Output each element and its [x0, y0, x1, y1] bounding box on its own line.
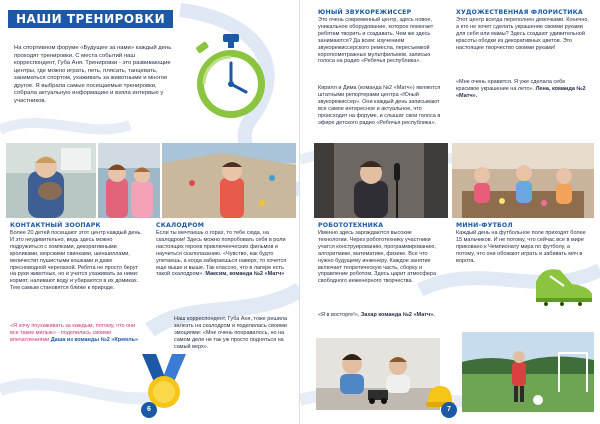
zoo-author: Даша из команды №2 «Кремль» — [50, 336, 139, 343]
sound-text-2: Кирилл и Дима (команда №2 «Матч») являются штатными репортерами центра «Юный звукорежиссер». Они каждый день записывают все самое интересное и актуальное, что происходит на форуме, и слышат свои голоса в эфире детского радио «Ребячья республика». — [318, 85, 441, 126]
photo-climbing-wall — [162, 143, 296, 218]
stopwatch-icon — [190, 30, 272, 127]
photo-floristry — [452, 143, 594, 218]
zoo-quote-block — [10, 323, 140, 344]
right-page — [300, 0, 600, 424]
photo-climbing-girls — [98, 143, 160, 218]
photo-zoo — [6, 143, 96, 218]
photo-football — [462, 332, 594, 412]
robo-author: Захар команда №2 «Матч». — [360, 312, 435, 318]
robo-text-1: Именно здесь зарождаются высокие технологии. Через робототехнику участники учатся конструированию, программированию, алгоритмике, математике, физике. Все что нужно будущему инженеру. Каждое занятие включает теоретическую часть, сборку и управление роботом. Здесь царит атмосфера свободного инженерного творчества. — [318, 230, 437, 285]
flora-title: ХУДОЖЕСТВЕННАЯ ФЛОРИСТИКА — [456, 9, 583, 16]
right-page-number: 7 — [441, 402, 457, 418]
climbing-text: Если ты мечтаешь о горах, то тебе сюда, на скалодром! Здесь можно попробовать себя в роли настоящих героев приключенческих фильмов и научиться скалолазанию. «Чувство, как будто улетаешь, а когда забираешься наверх, то хочется еще выше и выше. Так классно, что в лагере есть такой скалодром». — [156, 230, 287, 278]
robo-quote: «Я в восторге!», — [318, 312, 360, 318]
flora-quote-block — [456, 79, 590, 100]
climbing-author: Максим, команда №2 «Матч» — [205, 271, 285, 278]
climbing-text-2: Наш корреспондент, Губа Аня, тоже решила залезть на скалодром и поделилась своими эмоциями: «Мне очень понравилось, но на самом деле не так уж просто подняться на самый верх». — [174, 316, 288, 350]
left-page-number: 6 — [141, 402, 157, 418]
flora-quote: «Мне очень нравится. Я уже сделала себе красивое украшение на лето». — [456, 79, 566, 92]
photo-robotics — [316, 338, 440, 410]
flora-author: Лена, команда №2 «Матч». — [456, 85, 586, 99]
page-title-box — [8, 10, 173, 28]
sound-title: ЮНЫЙ ЗВУКОРЕЖИССЕР — [318, 9, 412, 16]
climbing-title: СКАЛОДРОМ — [156, 222, 205, 229]
football-title: МИНИ-ФУТБОЛ — [456, 222, 513, 229]
climbing-text-block — [156, 230, 290, 278]
robo-quote-block — [318, 312, 442, 319]
page-title: НАШИ ТРЕНИРОВКИ — [16, 12, 166, 26]
sound-text-1: Это очень современный центр, здесь новое, уникальное оборудование, которое помогает ребятам творить и создавать. Чем же здесь занимаются? Да всем: изучением звукорежиссерского ремесла, пересъемкой короткометражных мультфильмов, записью голоса на радио «Ребячья республика». — [318, 17, 434, 65]
zoo-quote: «Я хочу поухаживать за каждым, потому, что они все такие милые» - поделилась своими впечатлениями — [10, 323, 136, 343]
photo-sound-studio — [314, 143, 448, 218]
flora-text-1: Этот центр всегда переполнен девочками. Конечно, а кто не хочет сделать украшение своими руками для себя или мамы? Здесь создают удивительной красоты ободки из декоративных цветов. Это настоящее творчество своими руками! — [456, 17, 589, 51]
zoo-title: КОНТАКТНЫЙ ЗООПАРК — [10, 222, 101, 229]
robo-title: РОБОТОТЕХНИКА — [318, 222, 384, 229]
football-text-1: Каждый день на футбольное поле приходят более 15 мальчиков. И не потому, что сейчас все в мире приковано к Чемпионату мира по футболу, а потому, что они обожают играть и забивать мяч в ворота. — [456, 230, 586, 264]
intro-text: На спортивном форуме «Будущее за нами» каждый день проходят тренировки. С места событий наш корреспондент, Губа Аня. Тренировки - это развивающие центры, где можно играть, петь, плясать, танцевать, заниматься спортом, ухаживать за животными и многое другое. Я выбрала самые посещаемые тренировки, собрала актуальную информацию и взяла интервью у участников. — [14, 45, 172, 104]
football-boot-icon — [532, 262, 596, 311]
zoo-text: Более 20 детей посещают этот центр каждый день. И это неудивительно, ведь здесь можно подружиться с хомяками, декоративными кроликами, морскими свинками, шиншиллами, величествт пушистыми кошками и даже пресноводной черепахой. Ребята не просто берут на руки животных, но и учатся ухаживать за ними: кормят, наливают воду и убираются в их домиках. Тем самым становятся ближе к природе. — [10, 230, 142, 292]
